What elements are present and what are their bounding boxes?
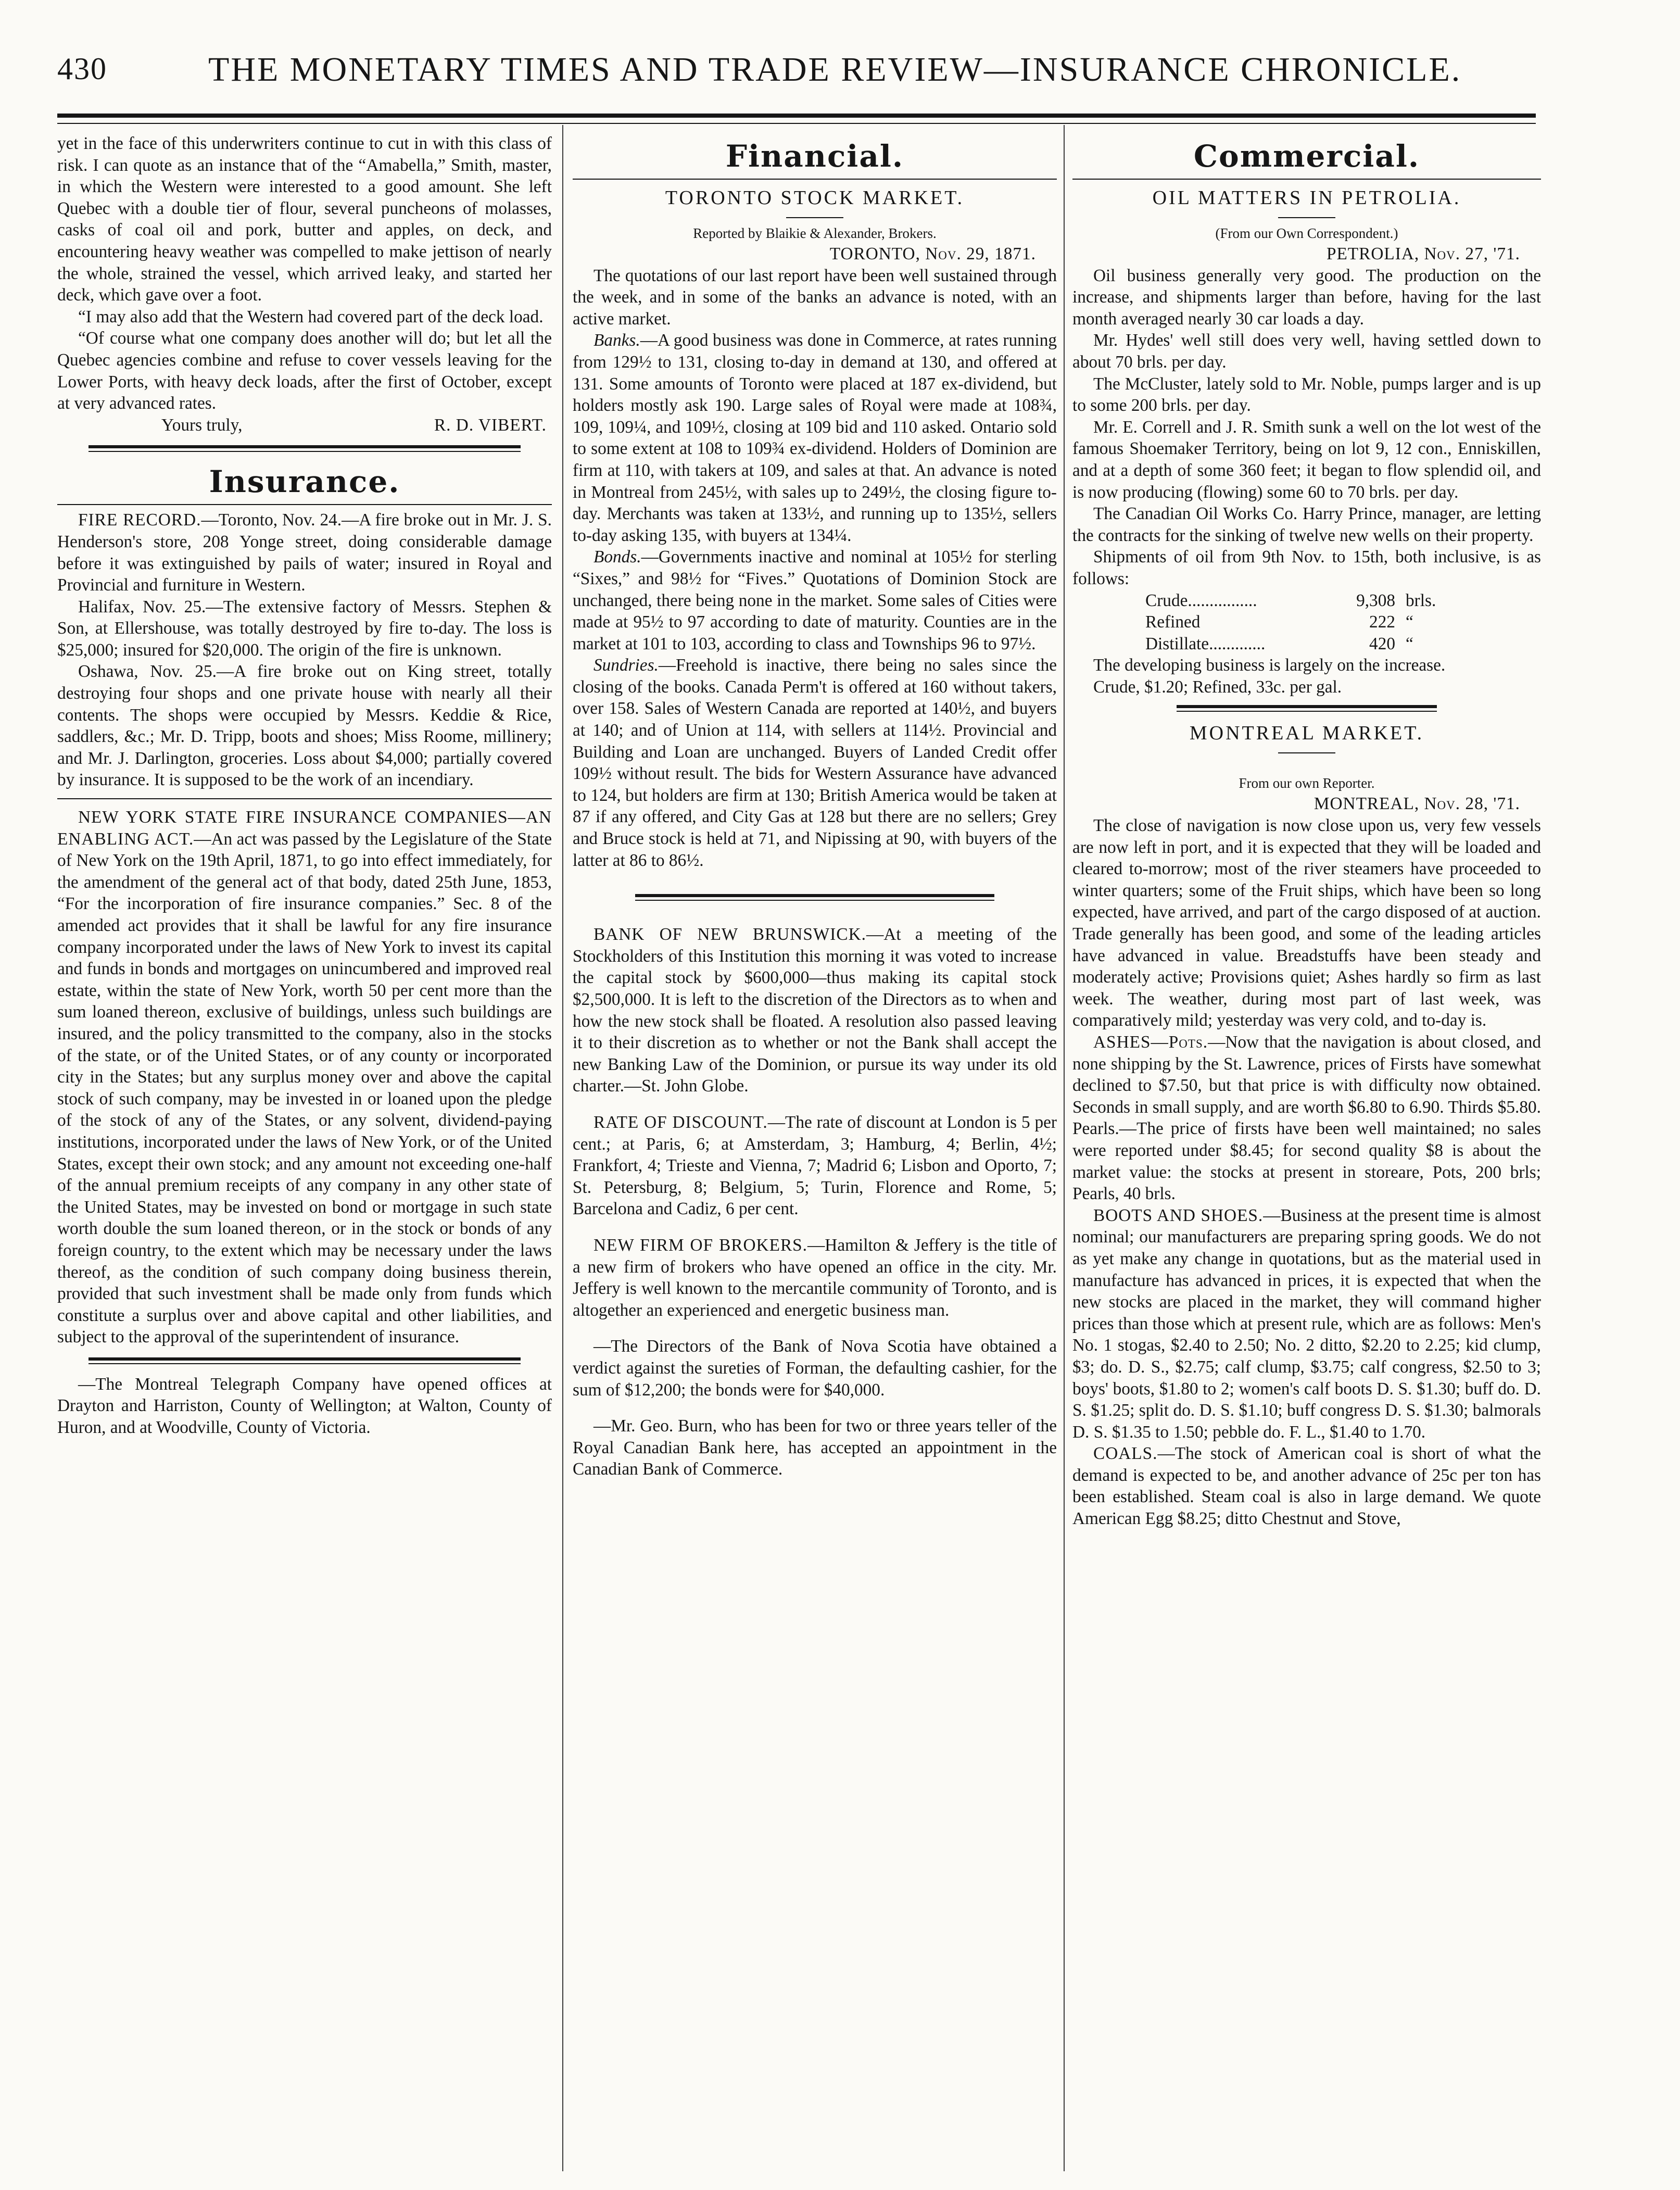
signoff-text: Yours truly,: [161, 415, 243, 435]
fire-record: [57, 509, 552, 596]
ashes-text: —Now that the navigation is about closed, and none shipping by the St. Lawrence, prices of Firsts have somewhat declined to $7.50, but that price is with difficulty now obtained. Seconds in small supply, and are worth $6.80 to 6.90. Thirds $5.80. Pearls.—The price of firsts have been well maintained; no sales were reported under $8.45; for second quality $8 is about the market value: the stocks at present in storeare, Pots, 200 brls; Pearls, 40 brls.: [1072, 1033, 1541, 1204]
financial-heading: Financial.: [725, 139, 904, 174]
boots-item: [1072, 1205, 1541, 1443]
fire-record-text: —Toronto, Nov. 24.—A fire broke out in Mr. J. S. Henderson's store, 208 Yonge street, doing considerable damage before it was extinguished by pails of water; insured in Royal and Provincial and furniture in Western.: [57, 510, 552, 595]
oil-paragraph: The developing business is largely on the increase.: [1093, 656, 1446, 675]
shipment-label: Distillate.............: [1145, 634, 1266, 653]
right-column: [1072, 133, 1541, 2179]
signature: R. D. VIBERT.: [434, 415, 547, 435]
new-brunswick-text: —At a meeting of the Stockholders of this Institution this morning it was voted to increase the capital stock by $600,000—thus making its capital stock $2,500,000. It is left to the discretion of the Directors as to when and how the new stock shall be floated. A resolution also passed leaving it to their discretion as to whether or not the Bank shall accept the new Banking Law of the Dominion, or pursue its way under its old charter.—St. John Globe.: [573, 925, 1057, 1096]
oil-paragraph: The McCluster, lately sold to Mr. Noble, pumps larger and is up to some 200 brls. per day.: [1072, 374, 1541, 416]
heading-rule: [57, 504, 552, 505]
short-rule: [1278, 752, 1335, 753]
column-divider: [1064, 125, 1065, 2171]
short-rule: [1278, 217, 1335, 218]
shipment-unit: “: [1406, 634, 1413, 653]
table-row: [1072, 611, 1541, 633]
section-rule: [89, 1357, 521, 1364]
brokers-label: NEW FIRM OF BROKERS.: [593, 1235, 807, 1255]
new-brunswick-item: [573, 924, 1057, 1097]
banks-item: [573, 330, 1057, 546]
burn-item: —Mr. Geo. Burn, who has been for two or three years teller of the Royal Canadian Bank here, has accepted an appointment in the Canadian Bank of Commerce.: [573, 1416, 1057, 1479]
letter-paragraph: “I may also add that the Western had covered part of the deck load.: [78, 307, 544, 326]
coals-label: COALS.: [1093, 1444, 1158, 1464]
oil-paragraph: Mr. E. Correll and J. R. Smith sunk a well on the lot west of the famous Shoemaker Territory, being on lot 9, 12 con., Enniskillen, and at a depth of some 360 feet; it began to flow splendid oil, and is now producing (flowing) some 60 to 70 brls. per day.: [1072, 417, 1541, 502]
section-rule: [635, 894, 994, 901]
ashes-item: [1072, 1031, 1541, 1205]
item-rule: [57, 798, 552, 799]
brokers-item: [573, 1235, 1057, 1321]
montreal-paragraph: The close of navigation is now close upon us, very few vessels are now left in port, and it is expected that they will be loaded and cleared to-morrow; most of the river steamers have proceeded to winter quarters; some of the Fruit ships, which have been so long expected, have arrived, and part of the cargo disposed of at auction. Trade generally has been good, and some of the leading articles have advanced in value. Breadstuffs have been steady and moderately active; Provisions quiet; Ashes hardly so firm as last week. The weather, during most part of last week, was comparatively mild; yesterday was very cold, and to-day is.: [1072, 816, 1541, 1030]
discount-label: RATE OF DISCOUNT.: [593, 1112, 768, 1132]
telegraph-item: —The Montreal Telegraph Company have opened offices at Drayton and Harriston, County of Wellington; at Walton, County of Huron, and at Woodville, County of Victoria.: [57, 1374, 552, 1438]
shipment-value: 420: [1369, 634, 1395, 653]
fire-record-label: FIRE RECORD.: [78, 510, 201, 530]
montreal-title: MONTREAL MARKET.: [1189, 722, 1424, 745]
table-row: [1072, 590, 1541, 612]
ashes-label: ASHES—Pots.: [1093, 1033, 1208, 1052]
sundries-item: [573, 655, 1057, 871]
oil-prices: Crude, $1.20; Refined, 33c. per gal.: [1093, 677, 1342, 697]
coals-item: [1072, 1443, 1541, 1529]
boots-label: BOOTS AND SHOES.: [1093, 1205, 1264, 1225]
insurance-heading: Insurance.: [209, 464, 400, 500]
table-row: [1072, 633, 1541, 655]
petrolia-dateline: PETROLIA, Nov. 27, '71.: [1326, 244, 1520, 263]
commercial-heading: Commercial.: [1193, 139, 1420, 174]
heading-rule: [1072, 179, 1541, 180]
oshawa-item: Oshawa, Nov. 25.—A fire broke out on King street, totally destroying four shops and one private house with nearly all their contents. The shops were occupied by Messrs. Keddie & Rice, saddlers, &c.; Mr. D. Tripp, boots and shoes; Miss Roome, millinery; and Mr. J. Darlington, groceries. Loss about $4,000; partially covered by insurance. It is supposed to be the work of an incendiary.: [57, 662, 552, 790]
bonds-item: [573, 546, 1057, 655]
column-divider: [562, 125, 563, 2171]
ny-act-item: [57, 807, 552, 1348]
middle-column: [573, 133, 1057, 2179]
spacer: [573, 1220, 1057, 1235]
ny-act-text: —An act was passed by the Legislature of the State of New York on the 19th April, 1871, to go into effect immediately, for the amendment of the general act of that body, dated 25th June, 1853, “For the incorporation of fire insurance companies.” Sec. 8 of the amended act provides that it shall be lawful for any fire insurance company incorporated under the laws of New York to invest its capital and funds in bonds and mortgages on unincumbered and improved real estate, within the state of New York, worth 50 per cent more than the sum loaned thereon, exclusive of buildings, unless such buildings are insured, and the policy transmitted to the company, also in the stocks of the state, or of the United States, or of any county or incorporated city in the States; but any surplus money over and above the capital stock of such company, may be invested in or loaned upon the pledge of the stock of any of the States, or any solvent, dividend-paying institutions, incorporated under the laws of New York, or of the United States, except their own stock; and any amount not exceeding one-half of the annual premium receipts of any company in any other state of the United States, may be invested on bond or mortgage in such state worth double the sum loaned thereon, or in the stock or bonds of any foreign country, to the extent which may be necessary under the laws thereof, as the condition of such company doing business therein, provided that such investment shall be made only from funds which constitute a surplus over and above capital and other liabilities, and subject to the approval of the superintendent of insurance.: [57, 829, 552, 1347]
section-rule: [1177, 705, 1437, 712]
reported-by: Reported by Blaikie & Alexander, Brokers.: [693, 225, 937, 241]
oil-title: OIL MATTERS IN PETROLIA.: [1152, 187, 1461, 209]
discount-text: —The rate of discount at London is 5 per cent.; at Paris, 6; at Amsterdam, 3; Hamburg, 4; Berlin, 4½; Frankfort, 4; Trieste and Vienna, 7; Madrid 6; Lisbon and Oporto, 7; St. Petersburg, 8; Belgium, 5; Turin, Florence and Rome, 5; Barcelona and Cadiz, 6 per cent.: [573, 1112, 1057, 1219]
banks-label: Banks.: [593, 331, 640, 350]
short-rule: [786, 217, 843, 218]
page-number: 430: [57, 52, 107, 86]
shipment-label: Crude................: [1145, 590, 1257, 610]
discount-item: [573, 1112, 1057, 1220]
oil-paragraph: Oil business generally very good. The production on the increase, and shipments larger than before, having for the last month averaged nearly 30 car loads a day.: [1072, 266, 1541, 329]
spacer: [573, 1321, 1057, 1336]
shipment-label: Refined: [1145, 612, 1201, 632]
boots-text: —Business at the present time is almost nominal; our manufacturers are preparing spring goods. We do not as yet make any change in quotations, but as the material used in manufacture has advanced in prices, it is expected that when the new stocks are placed in the market, they will command higher prices than those which at present rule, which are as follows: Men's No. 1 stogas, $2.40 to 2.50; No. 2 ditto, $2.20 to 2.25; kid clump, $3; do. D. S., $2.75; calf clump, $3.75; calf congress, $2.50 to 3; boys' boots, $1.80 to 2; women's calf boots D. S. $1.30; buff do. D. S. $1.25; split do. D. S. $1.10; buff congress D. S. $1.30; balmorals D. S. $1.35 to 1.50; pebble do. F. L., $1.40 to 1.70.: [1072, 1205, 1541, 1442]
coals-text: —The stock of American coal is short of what the demand is expected to be, and another advance of 25c per ton has been established. Steam coal is also in large demand. We quote American Egg $8.25; ditto Chestnut and Stove,: [1072, 1444, 1541, 1529]
letter-signoff: [57, 414, 552, 436]
sundries-text: —Freehold is inactive, there being no sales since the closing of the books. Canada Perm't is offered at 160 without takers, over 158. Sales of Western Canada are reported at 140½, and buyers at 140; and of Union at 114, with sellers at 114½. Provincial and Building and Loan are unchanged. Buyers of Landed Credit offer 109½ without result. The bids for Western Assurance have advanced to 124, but holders are firm at 130; British America would be taken at 87 if any offered, and City Gas at 128 but there are no sellers; Grey and Bruce stock is held at 71, and Nipissing at 90, with buyers of the latter at 86 to 86½.: [573, 656, 1057, 870]
bonds-text: —Governments inactive and nominal at 105½ for sterling “Sixes,” and 98½ for “Fives.” Quotations of Dominion Stock are unchanged, there being none in the market. Some sales of Cities were made at 95½ to 97 according to date of maturity. Counties are in the market at 101 to 103, according to class and Townships 96 to 97½.: [573, 547, 1057, 653]
heading-rule: [573, 179, 1057, 180]
header-rule-thin: [57, 123, 1536, 124]
oil-paragraph: The Canadian Oil Works Co. Harry Prince, manager, are letting the contracts for the sinking of twelve new wells on their property.: [1072, 504, 1541, 545]
masthead: THE MONETARY TIMES AND TRADE REVIEW—INSURANCE CHRONICLE.: [208, 51, 1462, 89]
spacer: [1072, 759, 1541, 773]
letter-paragraph: “Of course what one company does another will do; but let all the Quebec agencies combine and refuse to cover vessels leaving for the Lower Ports, with heavy deck loads, after the first of October, except at very advanced rates.: [57, 329, 552, 413]
montreal-reporter: From our own Reporter.: [1239, 775, 1375, 791]
sundries-label: Sundries.: [593, 656, 659, 675]
halifax-item: Halifax, Nov. 25.—The extensive factory of Messrs. Stephen & Son, at Ellershouse, was totally destroyed by fire to-day. The loss is $25,000; insured for $20,000. The origin of the fire is unknown.: [57, 597, 552, 660]
montreal-dateline: MONTREAL, Nov. 28, '71.: [1313, 794, 1520, 814]
banks-text: —A good business was done in Commerce, at rates running from 129½ to 131, closing to-day in demand at 130, and offered at 131. Some amounts of Toronto were placed at 187 ex-dividend, but holders mostly ask 190. Large sales of Royal were made at 108¾, 109, 109¼, and 109½, closing at 109 bid and 110 asked. Ontario sold to some extent at 108 to 109¾ ex-dividend. Holders of Dominion are firm at 110, with takers at 109, and sales at that. An advance is noted in Montreal from 245½, with sales up to 249½, the closing figure to-day. Merchants was taken at 133½, and running up to 135½, sellers to-day asking 135, with buyers at 134¼.: [573, 331, 1057, 545]
oil-paragraph: Shipments of oil from 9th Nov. to 15th, both inclusive, is as follows:: [1072, 547, 1541, 588]
shipment-unit: brls.: [1406, 590, 1436, 610]
new-brunswick-label: BANK OF NEW BRUNSWICK.: [593, 925, 866, 945]
oil-correspondent: (From our Own Correspondent.): [1215, 225, 1398, 241]
spacer: [573, 1401, 1057, 1415]
toronto-market-title: TORONTO STOCK MARKET.: [665, 187, 965, 209]
brokers-text: —Hamilton & Jeffery is the title of a new firm of brokers who have opened an office in the city. Mr. Jeffery is well known to the mercantile community of Toronto, and is altogether an experienced and energetic business man.: [573, 1235, 1057, 1320]
bonds-label: Bonds.: [593, 547, 641, 567]
shipment-value: 222: [1369, 612, 1395, 632]
spacer: [573, 1097, 1057, 1112]
toronto-dateline: TORONTO, Nov. 29, 1871.: [829, 244, 1036, 263]
page-header: [0, 0, 1680, 130]
oil-paragraph: Mr. Hydes' well still does very well, having settled down to about 70 brls. per day.: [1072, 331, 1541, 372]
left-column: [57, 133, 552, 2179]
nova-scotia-item: —The Directors of the Bank of Nova Scotia have obtained a verdict against the sureties of Forman, the defaulting cashier, for the sum of $12,200; the bonds were for $40,000.: [573, 1337, 1057, 1400]
shipment-value: 9,308: [1356, 590, 1395, 610]
ny-act-label: NEW YORK STATE FIRE INSURANCE COMPANIES—AN ENABLING ACT.: [57, 808, 552, 849]
letter-paragraph: yet in the face of this underwriters continue to cut in with this class of risk. I can quote as an instance that of the “Amabella,” Smith, master, in which the Western were interested to a good amount. She left Quebec with a double tier of flour, several puncheons of molasses, casks of coal oil and pork, butter and apples, on deck, and encountering heavy weather was compelled to make jettison of nearly the whole, strained the vessel, which arrived leaky, and started her deck, which gave over a foot.: [57, 134, 552, 305]
shipments-table: [1072, 590, 1541, 655]
market-intro: The quotations of our last report have been well sustained through the week, and in some of the banks an advance is noted, with an active market.: [573, 266, 1057, 329]
shipment-unit: “: [1406, 612, 1413, 632]
section-rule: [89, 445, 521, 452]
header-rule-thick: [57, 114, 1536, 118]
